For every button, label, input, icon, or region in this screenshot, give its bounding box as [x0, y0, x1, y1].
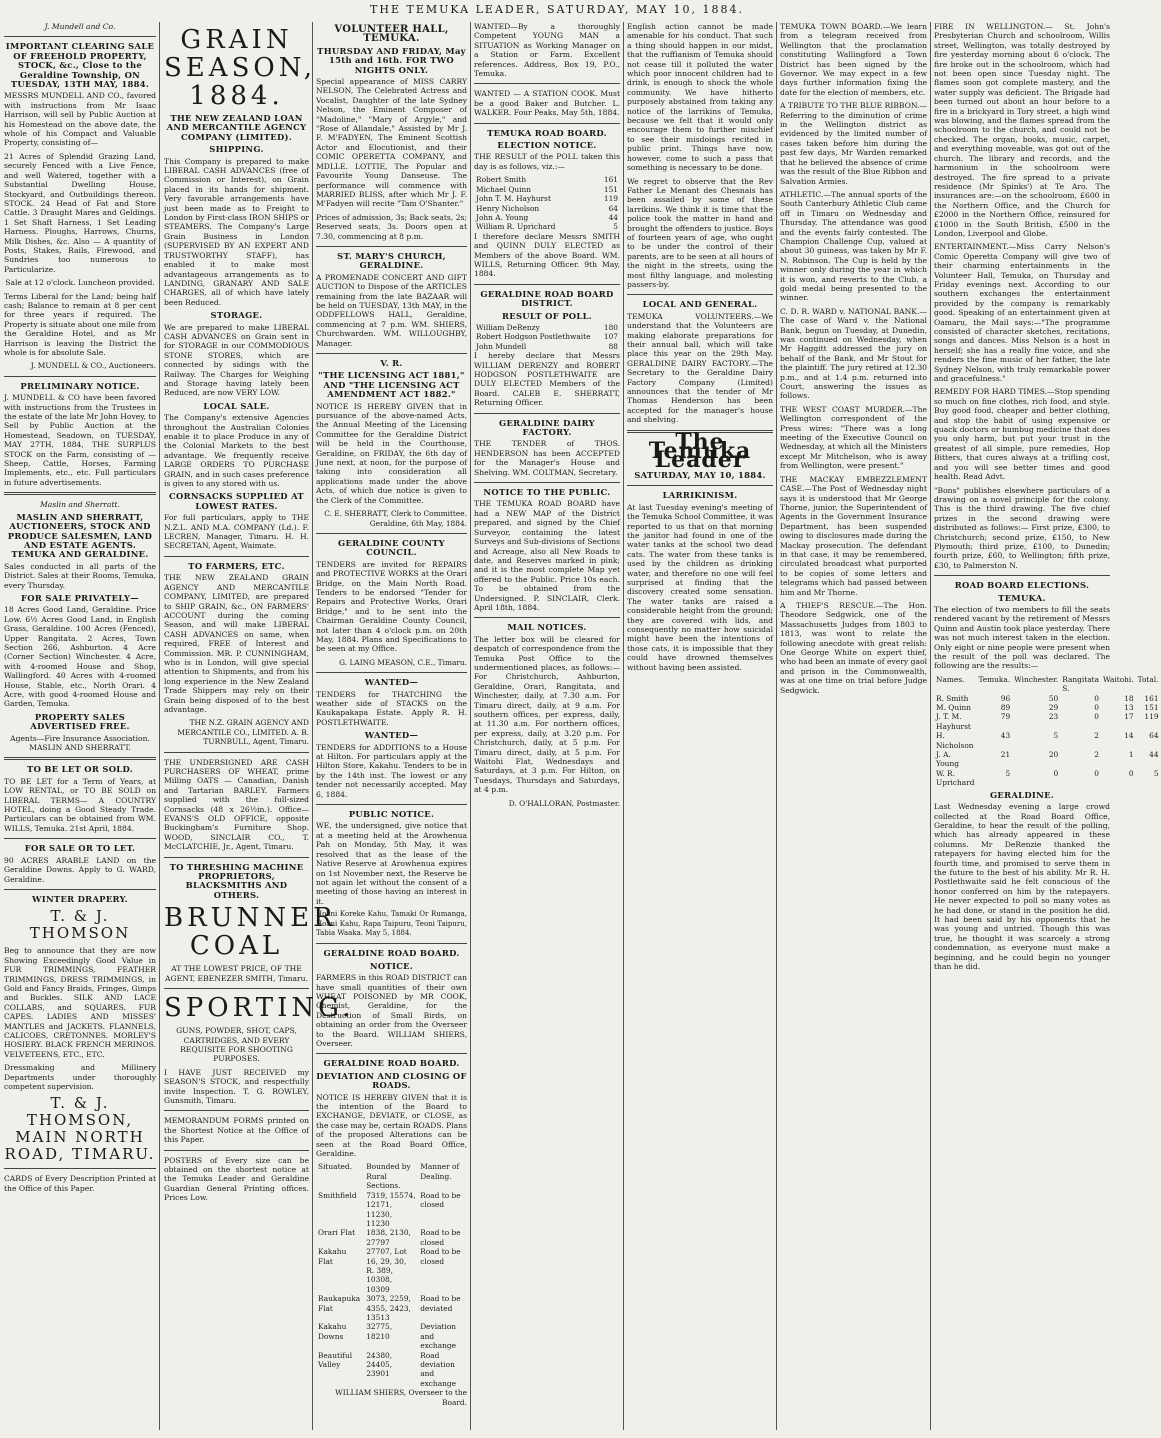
table-cell: 43 — [1000, 731, 1011, 741]
table-cell: 0 — [1094, 693, 1099, 703]
column-rule — [470, 22, 471, 1430]
table-cell: 14 — [1124, 731, 1134, 741]
volunteer-hall-heading: VOLUNTEER HALL, TEMUKA. — [334, 24, 449, 45]
poll-row — [474, 204, 620, 213]
road-board-notice: NOTICE. — [369, 960, 414, 971]
table-cell: 89 — [1000, 703, 1011, 713]
temuka-subheading: TEMUKA. — [998, 592, 1046, 603]
table-cell: 32775, 18210 — [366, 1322, 393, 1341]
wanted-heading: WANTED— — [364, 677, 419, 688]
table-row — [316, 1322, 467, 1350]
table-cell: 0 — [1094, 768, 1099, 778]
wanted-cook: WANTED — A STATION COOK. Must be a good Baker and Butcher. L. WALKER. Four Peaks, May 5th, 1884. — [474, 89, 620, 118]
shipping-body: This Company is prepared to make LIBERAL CASH ADVANCES (free of Commission or Interest), on Grain placed in its hands for shipment. Very favorable arrangements have just been made as to Freight to London by First-class IRON SHIPS or STEAMERS. The Company's Large Grain Business in London (SUPERVISED BY AN EXPERT AND TRUSTWORTHY STAFF), has enabled it to make most advantageous arrangements as to LANDING, GRANARY AND SALE CHARGES, all of which have lately been Reduced. — [164, 156, 309, 307]
maslin-header: Maslin and Sherratt. — [40, 500, 120, 510]
column-1 — [4, 22, 156, 1430]
table-cell: 27707, Lot 16, 29, 30, R. 389, 10308, 10309 — [366, 1247, 407, 1294]
drawing-paragraph: "Bons" publishes elsewhere particulars of a drawing on a novel principle for the colony. This is the third drawing. The five chief prizes in the second drawing were distributed as follows:— First prize, £300, to Christchurch; second prize, £150, to New Plymouth; third prize, £100, to Dunedin; fourth prize, £60, to Wellington; fifth prize, £30, to Palmerston N. — [934, 485, 1110, 570]
agents-line: Agents—Fire Insurance Association. MASLIN AND SHERRATT. — [10, 733, 150, 753]
clearing-sale-items: 21 Acres of Splendid Grazing Land, securely Fenced with a Live Fence, and well Watered, together with a Substantial Dwelling House, Stockyard, and Outbuildings thereon. STOCK. 24 Head of Fat and Store Cattle. 3 Draught Mares and Geldings. 1 Set Shaft Harness, 1 Set Leading Harness. Ploughs, Harrows, Churns, Milk Dishes, &c. Also — A quantity of Posts, Stakes, Rails, Firewood, and Sundries too numerous to Particularize. — [4, 151, 156, 274]
table-cell: 21 — [1000, 750, 1011, 760]
table-cell: Beautiful Valley — [318, 1350, 353, 1369]
table-cell: 20 — [1048, 750, 1059, 760]
poll-row — [474, 342, 620, 351]
mail-notices-heading: MAIL NOTICES. — [507, 622, 587, 633]
table-cell: 161 — [1144, 693, 1159, 703]
table-cell: Deviation and exchange — [420, 1322, 457, 1351]
grb-declaration: I hereby declare that Messrs WILLIAM DERENZY and ROBERT HODGSON POSTLETHWAITE are DULY ELECTED Members of the Board. CALEB E. SHERRATT, Returning Officer. — [474, 351, 620, 408]
table-cell: 64 — [608, 203, 618, 213]
elections-intro: The election of two members to fill the seats rendered vacant by the retirement of Messrs Quinn and Austin took place yesterday. There was not much interest taken in the election. Only eight or nine people were present when the result of the poll was declared. The following are the results:— — [934, 604, 1110, 671]
table-header-cell: Bounded by Rural Sections. — [366, 1162, 411, 1191]
table-cell: 64 — [1149, 731, 1159, 741]
table-cell: John A. Young — [476, 212, 529, 222]
table-row — [934, 703, 1161, 712]
royal-monogram: V. R. — [380, 358, 403, 368]
table-cell: 96 — [1000, 693, 1011, 703]
storage-body: We are prepared to make LIBERAL CASH ADVANCES on Grain sent in for STORAGE in our COMMODIOUS STONE STORES, which are connected by sidings with the Railway. The Charges for Weighing and Storage having lately been Reduced, are now VERY LOW. — [164, 322, 309, 398]
licensing-title: "THE LICENSING ACT 1881," AND "THE LICENSING ACT AMENDMENT ACT 1882." — [318, 370, 465, 400]
table-cell: Raukapuka Flat — [318, 1294, 361, 1313]
table-cell: J. A. Young — [936, 750, 959, 769]
table-row — [316, 1247, 467, 1294]
table-row — [934, 769, 1161, 788]
poll-row — [474, 194, 620, 203]
table-cell: 24380, 24405, 23901 — [366, 1350, 393, 1379]
storage-heading: STORAGE. — [210, 310, 263, 321]
table-cell: 151 — [603, 184, 618, 194]
winter-drapery: WINTER DRAPERY. — [32, 893, 128, 904]
table-cell: Robert Smith — [476, 175, 527, 185]
table-cell: Road to be deviated — [420, 1294, 461, 1313]
table-row — [934, 694, 1161, 703]
poll-row — [474, 332, 620, 341]
table-cell: 79 — [1000, 712, 1011, 722]
firm-heading: J. Mundell and Co. — [44, 22, 116, 31]
public-notice-body: WE, the undersigned, give notice that at a meeting held at the Arowhenua Pah on Monday, 5th May, it was resolved that as the lease of the Native Reserve at Arowhenua expires on 1st November next, the Reserve be not again let without the consent of a meeting of those having an interest in it. — [316, 821, 467, 906]
table-cell: Orari Flat — [318, 1228, 356, 1238]
table-cell: 119 — [603, 194, 618, 204]
let-body: TO BE LET for a Term of Years, at LOW RENTAL, or TO BE SOLD on LIBERAL TERMS— A COUNTRY HOTEL, doing a Good Steady Trade. Particulars can be obtained from WM. WILLS, Temuka. 21st April, 1884. — [4, 776, 156, 833]
local-general-heading: LOCAL AND GENERAL. — [642, 299, 758, 310]
table-cell: 5 — [1053, 731, 1059, 741]
sporting-heading: SPORTING. — [164, 993, 355, 1024]
maslin-title: MASLIN AND SHERRATT, AUCTIONEERS, STOCK AND PRODUCE SALESMEN, LAND AND ESTATE AGENTS. TEMUKA AND GERALDINE. — [7, 511, 153, 560]
table-cell: 2 — [1094, 731, 1099, 741]
dairy-heading: GERALDINE DAIRY FACTORY. — [499, 417, 595, 438]
apply-line: For full particulars, apply to THE N.Z.L. AND M.A. COMPANY (Ld.). F. LECREN, Manager, Timaru. H. H. SECRETAN, Agent, Waimate. — [164, 513, 309, 551]
table-cell: 1838, 2130, 27797 — [366, 1228, 411, 1247]
clearing-sale-terms: Terms Liberal for the Land; being half cash; Balance to remain at 8 per cent for three years if required. The Property is situate about one mile from the Geraldine Hotel, and as Mr Harrison is leaving the District the whole is for absolute Sale. — [4, 291, 156, 357]
table-header-row — [316, 1162, 467, 1190]
table-row — [934, 712, 1161, 731]
thomson-heading: T. & J. THOMSON — [29, 907, 131, 943]
licensing-signature: C. E. SHERRATT, Clerk to Committee. Geraldine, 6th May, 1884. — [324, 509, 467, 528]
road-elections-heading: ROAD BOARD ELECTIONS. — [954, 580, 1090, 591]
volunteer-hall-days: THURSDAY AND FRIDAY, May 15th and 16th. FOR TWO NIGHTS ONLY. — [317, 45, 466, 75]
ward-bank-paragraph: C. D. R. WARD v. NATIONAL BANK.—The case of Ward v. the National Bank, begun on Tuesday, at Dunedin, was continued on Wednesday, when Mr Haggitt addressed the jury on behalf of the Bank, and Mr Stout for the plaintiff. The jury retired at 12.30 p.m., and at 1.4 p.m. returned into Court, answering the issues as follows. — [780, 306, 927, 401]
table-cell: Road deviation and exchange — [420, 1350, 456, 1388]
sold-body: 90 ACRES ARABLE LAND on the Geraldine Downs. Apply to G. WARD, Geraldine. — [4, 855, 156, 884]
volunteer-hall-body: Special appearance of MISS CARRY NELSON, The Celebrated Actress and Vocalist, Daughter of the late Sydney Nelson, the Eminent Composer of "Madoline," "Mary of Argyle," and "Rose of Allandale," Assisted by Mr J. F. M'FADYEN, The Eminent Scottish Actor and Elocutionist, and their COMIC OPERETTA COMPANY, and MDLLE. LOTTIE, The Popular and Favourite Young Danseuse. The performance will commence with MARRIED BLISS, after which Mr J. F. M'Fadyen will recite "Tam O'Shanter." — [316, 77, 467, 209]
cards-notice: CARDS of Every Description Printed at the Office of this Paper. — [4, 1174, 156, 1193]
poll-intro: THE RESULT of the POLL taken this day is as follows, viz.:— — [474, 152, 620, 171]
table-cell: 5 — [1005, 768, 1011, 778]
table-cell: J. T. M. Hayhurst — [936, 712, 971, 731]
column-4 — [474, 22, 620, 1430]
threshing-heading: TO THRESHING MACHINE PROPRIETORS, BLACKSMITHS AND OTHERS. — [169, 861, 304, 900]
table-row — [316, 1294, 467, 1322]
column-rule — [623, 22, 624, 1430]
table-cell: 3073, 2259, 4355, 2423, 13513 — [366, 1294, 411, 1322]
preliminary-body: J. MUNDELL & CO have been favored with instructions from the Trustees in the estate of the late Mr John Hovey, to Sell by Public Auction at the Homestead, Seadown, on TUESDAY, MAY 27TH, 1884, THE SURPLUS STOCK on the Farm, consisting of — Sheep, Cattle, Horses, Farming Implements, etc., etc. Full particulars in future advertisements. — [4, 393, 156, 487]
table-cell: M. Quinn — [936, 703, 971, 713]
private-sale-title: FOR SALE PRIVATELY— — [21, 592, 139, 603]
church-body: A PROMENADE CONCERT AND GIFT AUCTION to Dispose of the ARTICLES remaining from the late BAZAAR will be held on TUESDAY, 13th MAY, in the ODDFELLOWS HALL, Geraldine, commencing at 7 p.m. WM. SHIERS, Churchwarden. WM. WILLOUGHBY, Manager. — [316, 272, 467, 348]
poll-row — [474, 185, 620, 194]
council-signature: G. LAING MEASON, C.E., Timaru. — [339, 657, 467, 667]
column-rule — [776, 22, 777, 1430]
wanted-body: TENDERS for THATCHING the weather side of STACKS on the Kaukapakapa Estate. Apply R. H. POSTLETHWAITE. — [316, 689, 467, 727]
temuka-leader-title: The Temuka Leader — [648, 428, 752, 474]
table-cell: 17 — [1124, 712, 1134, 722]
table-cell: 0 — [1094, 712, 1099, 722]
mackay-paragraph: THE MACKAY EMBEZZLEMENT CASE.—The Post of Wednesday night says it is understood that Mr George Thorne, junior, the Superintendent of Agents in the Government Insurance Department, has been suspended owing to disclosures made during the Mackay prosecution. The defendant in that case, it may be remembered, circulated broadcast what purported to be copies of some letters and telegrams which had passed between him and Mr Thorne. — [780, 474, 927, 597]
table-cell: Kakahu Downs — [318, 1322, 347, 1341]
thomson-dressmaking: Dressmaking and Millinery Departments under thoroughly competent supervision. — [4, 1063, 156, 1091]
table-cell: William DeRenzy — [476, 322, 540, 332]
deviation-table — [316, 1162, 467, 1388]
leader-date: SATURDAY, MAY 10, 1884. — [634, 469, 766, 480]
cornsacks-line: CORNSACKS SUPPLIED AT LOWEST RATES. — [169, 491, 304, 511]
table-cell: 29 — [1048, 703, 1059, 713]
licensing-body: NOTICE IS HEREBY GIVEN that in pursuance of the above-named Acts, the Annual Meeting of the Licensing Committee for the Geraldine District will be held in the Courthouse, Geraldine, on FRIDAY, the 6th day of June next, at noon, for the purpose of taking into consideration all applications made under the above Acts, of which due notice is given to the Clerk of the Committee. — [316, 401, 467, 505]
sporting-list: GUNS, POWDER, SHOT, CAPS, CARTRIDGES, AND EVERY REQUISITE FOR SHOOTING PURPOSES. — [176, 1026, 297, 1064]
elections-table — [934, 675, 1161, 788]
table-cell: 13 — [1124, 703, 1134, 713]
blue-ribbon-paragraph: A TRIBUTE TO THE BLUE RIBBON.—Referring to the diminution of crime in the Wellington district as evidenced by the limited number of cases taken before him during the past few days, Mr Warden remarked that he believed the absence of crime was the result of the Blue Ribbon and Salvation Armies. — [780, 101, 928, 186]
deviation-title: DEVIATION AND CLOSING OF ROADS. — [316, 1070, 467, 1091]
table-cell: H. Nicholson — [936, 731, 974, 750]
table-cell: Kakahu Flat — [318, 1247, 347, 1266]
table-header-cell: Temuka. — [978, 674, 1011, 684]
hard-times-paragraph: REMEDY FOR HARD TIMES.—Stop spending so much on fine clothes, rich food, and style. Buy good food, cheaper and better clothing, and stop the habit of using expensive or quack doctors or humbug medicine that does you only harm, but put your trust in the greatest of all simple, pure remedies, Hop Bitters, that cures always at a trifling cost, and you will see better times and good health. Read Advt. — [934, 387, 1110, 482]
posters-notice: POSTERS of Every size can be obtained on the shortest notice at the Temuka Leader and Geraldine Guardian General Printing offices. Prices Low. — [164, 1155, 309, 1203]
wanted-body-2: TENDERS for ADDITIONS to a House at Hilton. For particulars apply at the Hilton Store, Kakahu. Tenders to be in by the 14th inst. The lowest or any tender not necessarily accepted. May 6, 1884. — [316, 742, 467, 799]
public-notice-names: Hoani Koreke Kahu, Tamaki Or Rumanga, Hoani Kahu, Rapa Taipuru, Teoni Taipuru, Tabia Waaka. May 5, 1884. — [316, 910, 467, 937]
table-cell: John Mundell — [476, 341, 527, 351]
table-header-cell: Waitohi. — [1103, 674, 1134, 684]
larrikinism-heading: LARRIKINISM. — [662, 490, 738, 501]
sporting-body: I HAVE JUST RECEIVED my SEASON'S STOCK, and respectfully invite Inspection. T. G. ROWLEY, Gunsmith, Timaru. — [164, 1067, 309, 1105]
table-row — [934, 731, 1161, 750]
table-cell: 5 — [1153, 768, 1159, 778]
poll-row — [474, 222, 620, 231]
private-sale-body: 18 Acres Good Land, Geraldine. Price Low. 6½ Acres Good Land, in English Grass, Geraldine. 100 Acres (Fenced), Upper Rangitata. 2 Acres, Town Section 266, Ashburton. 4 Acre (Corner Section) Winchester. 4 Acre, with 4-roomed House and Shop, Wallingford. 40 Acres with 4-roomed House, Stable, etc., North Orari. 4 Acre, with good 4-roomed House and Garden, Temuka. — [4, 605, 156, 709]
clearing-sale-body: MESSRS MUNDELL AND CO., favored with instructions from Mr Isaac Harrison, will sell by Public Auction at his Homestead on the above date, the whole of his Compact and Valuable Property, consisting of— — [4, 91, 156, 148]
clearing-sale-signature: J. MUNDELL & CO., Auctioneers. — [30, 361, 156, 371]
table-cell: 44 — [1149, 750, 1159, 760]
table-cell: 161 — [603, 175, 618, 185]
local-sale-body: The Company's extensive Agencies throughout the Australian Colonies enable it to place Produce in any of the Colonial Markets to the best advantage. We frequently receive LARGE ORDERS TO PURCHASE GRAIN, and in such cases preference is given to any stored with us. — [164, 413, 309, 489]
temuka-road-heading: TEMUKA ROAD BOARD. — [487, 127, 607, 138]
clearing-sale-time: Sale at 12 o'clock. Luncheon provided. — [5, 278, 155, 288]
table-cell: 1 — [1128, 750, 1134, 760]
table-header-cell: Total. — [1137, 674, 1159, 684]
table-header-cell: Names. — [936, 674, 965, 684]
memorandum-notice: MEMORANDUM FORMS printed on the Shortest Notice at the Office of this Paper. — [164, 1116, 309, 1145]
dairy-body: THE TENDER of THOS. HENDERSON has been ACCEPTED for the Manager's House and Shelving. WM. COLTMAN, Secretary. — [474, 439, 620, 477]
table-cell: 151 — [1144, 703, 1159, 713]
mail-signature: D. O'HALLORAN, Postmaster. — [508, 798, 620, 808]
thomson-body: Beg to announce that they are now Showing Exceedingly Good Value in FUR TRIMMINGS, FEATHER TRIMMINGS, DRESS TRIMMINGS, in Gold and Fancy Braids, Fringes, Gimps and Buckles. SILK AND LACE COLLARS, and SQUARES. FUR CAPES. LADIES AND MISSES' MANTLES and JACKETS. FLANNELS, CALICOES, CRETONNES. MORLEY'S HOSIERY. BLACK FRENCH MERINOS. VELVETEENS, ETC., ETC. — [4, 946, 156, 1059]
larrikinism-body: At last Tuesday evening's meeting of the Temuka School Committee, it was reported to us that on that morning the janitor had found in one of the water tanks at the school two dead cats. The water from these tanks is used by the children as drinking water, and therefore no one will feel surprised at finding that the discovery created some sensation. The water tanks are raised a considerable height from the ground; they are covered with lids, and consequently no matter how suicidal might have been the intentions of those cats, it is impossible that they could have drowned themselves without having been assisted. — [627, 502, 773, 672]
table-header-cell: Manner of Dealing. — [420, 1162, 460, 1181]
shipping-heading: SHIPPING. — [209, 144, 264, 155]
mail-notices-body: The letter box will be cleared for despatch of correspondence from the Temuka Post Office to the undermentioned places, as follows:— For Christchurch, Ashburton, Geraldine, Orari, Rangitata, and Winchester, daily, at 7.30 a.m. For Timaru direct, daily, at 9 a.m. For southern offices, per express, daily, at 11.30 a.m. For northern offices, per express, daily, at 3.20 p.m. For Christchurch, daily, at 5 p.m. For Timaru direct, daily, at 5 p.m. For Waitohi Flat, Wednesdays and Saturdays, at 3 p.m. For Hilton, on Tuesdays, Thursdays and Saturdays, at 4 p.m. — [474, 634, 620, 795]
brunner-body: AT THE LOWEST PRICE, OF THE AGENT, EBENEZER SMITH, Timaru. — [165, 964, 308, 983]
table-cell: Road to be closed — [420, 1247, 461, 1266]
column-rule — [930, 22, 931, 1430]
table-cell: 50 — [1048, 693, 1059, 703]
table-header-cell: Rangitata S. — [1062, 674, 1099, 694]
entertainment-paragraph: ENTERTAINMENT.—Miss Carry Nelson's Comic Operetta Company will give two of their charming entertainments in the Volunteer Hall, Temuka, on Thursday and Friday evenings next. According to our southern exchanges the entertainment provided by the company is remarkably good. Speaking of an entertainment given at Oamaru, the Mail says:—"The programme consisted of character sketches, recitations, songs and dances. Miss Nelson is a host in herself; she has a really fine voice, and she renders the fine music of her father, the late Sydney Nelson, with truly remarkable power and gracefulness." — [934, 242, 1110, 384]
council-body: TENDERS are invited for REPAIRS and PROTECTIVE WORKS at the Orari Bridge, on the Main North Road. Tenders to be endorsed "Tender for Repairs and Protective Works, Orari Bridge," and to be sent into the Chairman Geraldine County Council, not later than 4 o'clock p.m. on 20th May, 1884. Plans and Specifications to be seen at my Office. — [316, 559, 467, 654]
grb-heading: GERALDINE ROAD BOARD DISTRICT. — [480, 288, 614, 309]
column-3 — [316, 22, 467, 1430]
west-coast-paragraph: THE WEST COAST MURDER.—The Wellington correspondent of the Press wires: "There was a long meeting of the Executive Council on Wednesday, at which all the Ministers except Mr Mitchelson, who is away from Wellington, were present." — [780, 404, 927, 471]
volunteer-hall-prices: Prices of admission, 3s; Back seats, 2s; Reserved seats, 3s. Doors open at 7.30, commencing at 8 p.m. — [316, 212, 467, 241]
table-cell: 23 — [1048, 712, 1059, 722]
table-cell: 88 — [608, 341, 618, 351]
farmers-body: THE NEW ZEALAND GRAIN AGENCY AND MERCANTILE COMPANY, LIMITED, are prepared to SHIP GRAIN, &c., ON FARMERS' ACCOUNT during the coming Season, and will make LIBERAL CASH ADVANCES on same, when required, FREE of Interest and Commission. MR. P. CUNNINGHAM, who is in London, will give special attention to Shipments, and from his long experience in the New Zealand Trade Shippers may rely on their Grain being disposed of to the best advantage. — [164, 573, 309, 714]
table-cell: 0 — [1128, 768, 1134, 778]
page-masthead: THE TEMUKA LEADER, SATURDAY, MAY 10, 1884. — [370, 3, 744, 16]
table-cell: Michael Quinn — [476, 184, 532, 194]
poll-row — [474, 323, 620, 332]
road-board-heading: GERALDINE ROAD BOARD. — [323, 948, 460, 959]
preliminary-title: PRELIMINARY NOTICE. — [20, 380, 140, 391]
table-cell: 18 — [1124, 693, 1134, 703]
brunner-coal-heading: BRUNNER COAL — [164, 903, 337, 962]
table-cell: 7319, 15574, 12171, 11230, 11230 — [366, 1190, 416, 1228]
table-cell: Robert Hodgson Postlethwaite — [476, 332, 591, 342]
local-general-body: TEMUKA VOLUNTEERS.—We understand that the Volunteers are making elaborate preparations for their annual ball, which will take place this year on the 29th May. GERALDINE DAIRY FACTORY.—The Secretary to the Geraldine Dairy Factory Company (Limited) announces that the tender of Mr Thomas Henderson has been accepted for the manager's house and shelving. — [627, 311, 773, 425]
church-heading: ST. MARY'S CHURCH, GERALDINE. — [337, 250, 446, 271]
council-heading: GERALDINE COUNTY COUNCIL. — [338, 537, 445, 558]
grb-subheading: RESULT OF POLL. — [502, 310, 592, 321]
column-6 — [780, 22, 927, 1430]
fire-paragraph: FIRE IN WELLINGTON.— St. John's Presbyterian Church and schoolroom, Willis street, Wellington, was totally destroyed by fire yesterday morning about 6 o'clock. The fire broke out in the schoolroom, which had not been open since Tuesday night. The flames soon got complete mastery, and the water supply was deficient. The Brigade had been turned out about an hour before to a fire in a brickyard in Tory street, a high wind was blowing, and the flames spread from the schoolroom to the church, and could not be checked. The organ, books, music, carpet, and everything moveable, was got out of the church. The library and records, and the harmonium in the schoolroom were destroyed. The fire spread to a private residence (Mr Spinks') at Te Aro. The insurances are:—on the schoolroom, £600 in the Northern Office, and the Church for £2000 in the Northern Office, reinsured for £1000 in the South British, £500 in the London, Liverpool and Globe. — [934, 22, 1110, 238]
grb-poll-table — [474, 323, 620, 351]
clearing-sale-title: IMPORTANT CLEARING SALE OF FREEHOLD PROPERTY, STOCK, &c., Close to the Geraldine Township, ON TUESDAY, 13TH MAY, 1884. — [5, 41, 155, 90]
poll-declaration: I therefore declare Messrs SMITH and QUINN DULY ELECTED as Members of the above Board. WM. WILLS, Returning Officer. 9th May, 1884. — [474, 231, 620, 279]
table-cell: 119 — [1144, 712, 1159, 722]
table-cell: Henry Nicholson — [476, 203, 540, 213]
column-5 — [627, 22, 773, 1430]
table-cell: 180 — [603, 322, 618, 332]
table-cell: Road to be closed — [420, 1190, 461, 1210]
table-cell: 0 — [1053, 768, 1059, 778]
table-header-cell: Winchester. — [1014, 674, 1059, 684]
column-rule — [159, 22, 160, 1430]
sold-title: FOR SALE OR TO LET. — [24, 843, 136, 854]
public-notice-map-heading: NOTICE TO THE PUBLIC. — [483, 487, 611, 498]
poll-row — [474, 213, 620, 222]
table-cell: 2 — [1094, 750, 1099, 760]
larrikinism-continued-2: We regret to observe that the Rev Father Le Menant des Chesnais has been assailed by some of these larrikins. We think it is time that the police took the matter in hand and brought the offenders to justice. Boys of fourteen years of age, who ought to be under the control of their parents, are to be seen at all hours of the night in the streets, using the most filthy language, and molesting passers-by. — [627, 176, 773, 289]
town-board-paragraph: TEMUKA TOWN BOARD.—We learn from a telegram received from Wellington that the proclamation constituting Wallingford a Town District has been signed by the Governor. We may expect in a few days further information fixing the date for the election of members, etc. — [780, 22, 927, 97]
table-cell: 5 — [613, 222, 618, 232]
table-row — [316, 1351, 467, 1389]
deviation-board-heading: GERALDINE ROAD BOARD. — [323, 1058, 460, 1069]
public-notice-map-body: THE TEMUKA ROAD BOARD have had a NEW MAP of the District prepared, and signed by the Chief Surveyor, containing the latest Surveys and Sub-divisions of Sections and Acreage, also all New Roads to date, and Reserves marked in pink; and it is the most complete Map yet offered to the Public. Price 10s each. To be obtained from the Undersigned. P. SINCLAIR, Clerk. April 18th, 1884. — [474, 499, 621, 612]
table-cell: W. R. Uprichard — [936, 768, 975, 788]
grain-season-heading: GRAIN SEASON, 1884. — [164, 25, 317, 111]
thomson-address: T. & J. THOMSON, MAIN NORTH ROAD, TIMARU. — [4, 1094, 156, 1164]
election-notice-heading: ELECTION NOTICE. — [497, 140, 597, 151]
deviation-body: NOTICE IS HEREBY GIVEN that it is the intention of the Board to EXCHANGE, DEVIATE, or CLOSE, as the case may be, certain ROADS. Plans of the proposed Alterations can be seen at the Road Board Office, Geraldine. — [316, 1092, 467, 1159]
table-row — [934, 750, 1161, 769]
poll-row — [474, 175, 620, 184]
table-cell: 44 — [608, 212, 618, 222]
nz-loan-title: THE NEW ZEALAND LOAN AND MERCANTILE AGENCY COMPANY (LIMITED). — [166, 113, 307, 142]
local-sale-heading: LOCAL SALE. — [203, 400, 270, 411]
larrikinism-continued: English action cannot be made amenable for his conduct. That such a thing should happen in our midst, that the ruffianism of Temuka should not cease till it polluted the water which poor innocent children had to drink, is enough to shock the whole community. We have hitherto purposely abstained from taking any notice of the larrikins of Temuka, because we felt that it would only encourage them to further mischief to see their misdoings recited in public print. Things have now, however, come to such a pass that something is necessary to be done. — [627, 22, 773, 173]
farmers-heading: TO FARMERS, ETC. — [188, 560, 285, 571]
geraldine-subheading: GERALDINE. — [989, 789, 1055, 800]
undersigned-notice: THE UNDERSIGNED ARE CASH PURCHASERS OF WHEAT, prime Milling OATS — Canadian, Danish and Tartarian BARLEY. Farmers supplied with the full-sized Cornsacks (48 x 26½in.). Office—EVANS'S OLD OFFICE, opposite Buckingham's Furniture Shop. WOOD, SINCLAIR CO., T. McCLATCHIE, Jr., Agent, Timaru. — [164, 757, 309, 852]
column-7 — [934, 22, 1159, 1430]
maslin-body: Sales conducted in all parts of the District. Sales at their Rooms, Temuka, every Thursday. — [4, 561, 156, 590]
wanted-situation: WANTED—By a thoroughly Competent YOUNG MAN a SITUATION as Working Manager on a Station or Farm. Excellent references. Address, Box 19, P.O., Temuka. — [474, 22, 620, 79]
farmers-signature: THE N.Z. GRAIN AGENCY AND MERCANTILE CO., LIMITED. A. B. TURNBULL, Agent, Timaru. — [177, 718, 309, 747]
let-title: TO BE LET OR SOLD. — [27, 764, 133, 775]
deviation-signature: WILLIAM SHIERS, Overseer to the Board. — [335, 1388, 467, 1407]
athletic-paragraph: ATHLETIC.—The annual sports of the South Canterbury Athletic Club came off in Timaru on Wednesday and Thursday. The attendance was good and the events fairly contested. The Champion Challenge Cup, valued at about 30 guineas, was taken by Mr F. N. Robinson. The Cup is held by the winner only during the year in which it is won, and reverts to the Club, a gold medal being presented to the winner. — [780, 189, 927, 303]
public-notice-heading: PUBLIC NOTICE. — [348, 809, 435, 820]
table-header-cell: Situated. — [318, 1162, 352, 1172]
table-header-row — [934, 675, 1161, 694]
geraldine-body: Last Wednesday evening a large crowd collected at the Road Board Office, Geraldine, to hear the result of the polling, which has already appeared in these columns. Mr DeRenzie thanked the ratepayers for having elected him for the fourth time, and promised to serve them in the future to the best of his ability. Mr R. H. Postlethwaite said he felt conscious of the honor conferred on him by the ratepayers. He never expected to poll so many votes as he had done, or stand in the position he did. It had been said by his opponents that he was young and untried. Though this was true, he thought it was scarcely a strong condemnation, as everyone must make a beginning, and he could begin no younger than he did. — [934, 802, 1110, 971]
thief-rescue-paragraph: A THIEF'S RESCUE.—The Hon. Theodore Sedgwick, one of the Massachusetts Judges from 1803 to 1813, was wont to relate the following anecdote with great relish: One George White on expert thief, who had been an inmate of every gaol and prison in the Commonwealth, was at one time on trial before Judge Sedgwick. — [780, 600, 927, 695]
table-cell: Smithfield — [318, 1190, 357, 1200]
table-cell: John T. M. Hayhurst — [476, 194, 551, 204]
table-cell: 107 — [603, 332, 618, 342]
road-board-body: FARMERS in this ROAD DISTRICT can have small quantities of their own WHEAT POISONED by MR COOK, Chemist, Geraldine, for the Destruction of Small Birds, on obtaining an order from the Overseer to the Board. WILLIAM SHIERS, Overseer. — [316, 973, 467, 1048]
table-cell: 0 — [1094, 703, 1099, 713]
table-cell: Road to be closed — [420, 1228, 461, 1247]
poll-table — [474, 175, 620, 231]
table-row — [316, 1228, 467, 1247]
wanted-heading-2: WANTED— — [364, 730, 419, 741]
property-sales: PROPERTY SALES ADVERTISED FREE. — [30, 711, 130, 732]
column-rule — [312, 22, 313, 1430]
table-cell: R. Smith — [936, 693, 969, 703]
table-cell: William R. Uprichard — [476, 222, 556, 232]
table-row — [316, 1191, 467, 1229]
